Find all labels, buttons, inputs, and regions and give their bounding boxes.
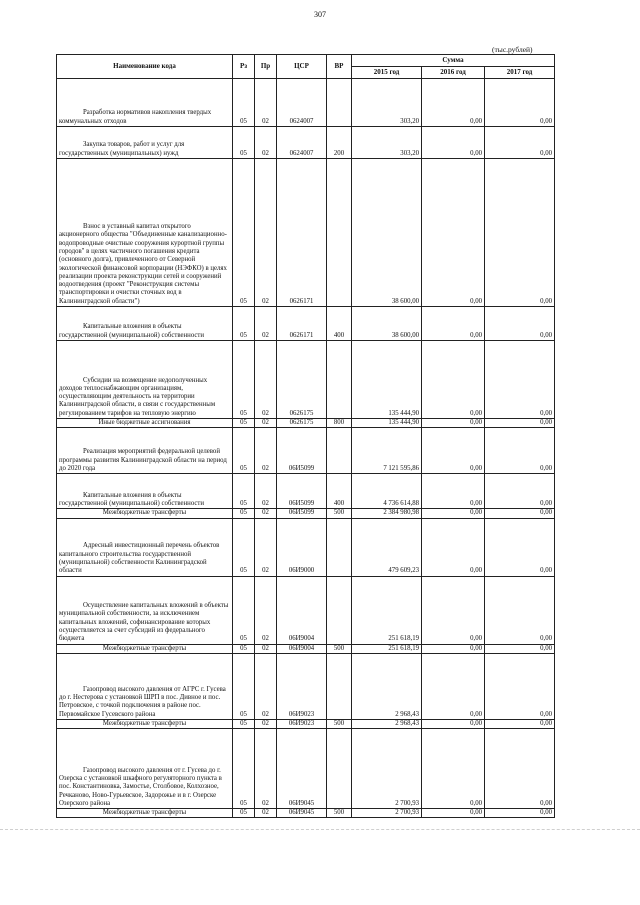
row-csr: 0624007	[277, 127, 327, 159]
row-2016: 0,00	[422, 576, 485, 644]
row-pr: 02	[255, 576, 277, 644]
row-2017: 0,00	[485, 809, 555, 818]
row-2015: 2 700,93	[352, 729, 422, 809]
row-2015: 303,20	[352, 127, 422, 159]
row-2017: 0,00	[485, 419, 555, 428]
row-vr	[327, 159, 352, 307]
row-2015: 2 968,43	[352, 653, 422, 719]
row-2016: 0,00	[422, 653, 485, 719]
row-name: Иные бюджетные ассигнования	[57, 419, 233, 428]
row-vr	[327, 518, 352, 576]
row-csr: 0624007	[277, 79, 327, 127]
row-pr: 02	[255, 307, 277, 341]
row-vr	[327, 653, 352, 719]
header-vr: ВР	[327, 55, 352, 79]
table-row	[57, 159, 555, 307]
row-vr: 500	[327, 509, 352, 518]
table-row	[57, 576, 555, 644]
table-row	[57, 79, 555, 127]
row-pr: 02	[255, 509, 277, 518]
row-name: Межбюджетные трансферты	[57, 644, 233, 653]
table-row	[57, 809, 555, 818]
row-2016: 0,00	[422, 159, 485, 307]
row-csr: 06И9045	[277, 809, 327, 818]
row-name: Взнос в уставный капитал открытого акционерного общества "Объединенные канализационно-водопроводные очистные сооружения курортной группы городов" в целях частичного погашения кредита (основного долга), привлеченного от Северной экологической финансовой корпорации (НЭФКО) в целях реализации проекта реконструкции сетей и сооружений водоотведения (проект "Реконструкция системы транспортировки и очистки сточных вод в Калининградской области")	[57, 159, 233, 307]
row-vr	[327, 428, 352, 474]
row-2017: 0,00	[485, 307, 555, 341]
row-rz: 05	[233, 644, 255, 653]
row-csr: 06И5099	[277, 509, 327, 518]
table-row	[57, 341, 555, 419]
row-csr: 0626175	[277, 419, 327, 428]
row-rz: 05	[233, 729, 255, 809]
row-name: Субсидии на возмещение недополученных доходов теплоснабжающим организациям, осуществляющим деятельность на территории Калининградской области, в связи с государственным регулированием тарифов на тепловую энергию	[57, 341, 233, 419]
row-vr	[327, 341, 352, 419]
row-vr: 500	[327, 719, 352, 728]
row-pr: 02	[255, 644, 277, 653]
row-name: Межбюджетные трансферты	[57, 509, 233, 518]
row-csr: 06И9004	[277, 576, 327, 644]
row-name: Разработка нормативов накопления твердых коммунальных отходов	[57, 79, 233, 127]
row-rz: 05	[233, 79, 255, 127]
row-2017: 0,00	[485, 428, 555, 474]
row-2016: 0,00	[422, 729, 485, 809]
page-number: 307	[314, 10, 326, 19]
row-pr: 02	[255, 809, 277, 818]
header-csr: ЦСР	[277, 55, 327, 79]
table-row	[57, 474, 555, 509]
row-2017: 0,00	[485, 719, 555, 728]
row-2015: 479 609,23	[352, 518, 422, 576]
row-name: Газопровод высокого давления от г. Гусева до г. Озерска с установкой шкафного регуляторного пункта в пос. Константиновка, Замостье, Столбовое, Колхозное, Речканово, Ново-Гурьевское, Задорожье и в г. Озерске Озерского района	[57, 729, 233, 809]
header-2016: 2016 год	[422, 67, 485, 79]
row-csr: 0626171	[277, 307, 327, 341]
row-name: Межбюджетные трансферты	[57, 719, 233, 728]
row-name: Капитальные вложения в объекты государственной (муниципальной) собственности	[57, 474, 233, 509]
row-pr: 02	[255, 127, 277, 159]
row-vr	[327, 576, 352, 644]
row-2017: 0,00	[485, 159, 555, 307]
table-row	[57, 653, 555, 719]
row-2017: 0,00	[485, 341, 555, 419]
row-vr: 400	[327, 474, 352, 509]
row-2016: 0,00	[422, 518, 485, 576]
row-csr: 06И9023	[277, 653, 327, 719]
row-pr: 02	[255, 653, 277, 719]
row-2015: 251 618,19	[352, 576, 422, 644]
row-pr: 02	[255, 341, 277, 419]
unit-note: (тыс.рублей)	[492, 45, 533, 54]
row-vr: 400	[327, 307, 352, 341]
row-rz: 05	[233, 809, 255, 818]
row-pr: 02	[255, 428, 277, 474]
row-2016: 0,00	[422, 719, 485, 728]
row-2015: 2 700,93	[352, 809, 422, 818]
table-row	[57, 729, 555, 809]
row-2016: 0,00	[422, 474, 485, 509]
row-name: Закупка товаров, работ и услуг для государственных (муниципальных) нужд	[57, 127, 233, 159]
row-name: Капитальные вложения в объекты государственной (муниципальной) собственности	[57, 307, 233, 341]
row-2017: 0,00	[485, 127, 555, 159]
row-pr: 02	[255, 474, 277, 509]
row-2015: 38 600,00	[352, 159, 422, 307]
row-rz: 05	[233, 474, 255, 509]
row-2015: 4 736 614,88	[352, 474, 422, 509]
row-pr: 02	[255, 159, 277, 307]
row-2016: 0,00	[422, 341, 485, 419]
row-2015: 38 600,00	[352, 307, 422, 341]
table-row	[57, 419, 555, 428]
row-csr: 06И9000	[277, 518, 327, 576]
row-2015: 251 618,19	[352, 644, 422, 653]
row-pr: 02	[255, 729, 277, 809]
row-csr: 06И9004	[277, 644, 327, 653]
table-row	[57, 307, 555, 341]
row-2017: 0,00	[485, 576, 555, 644]
row-rz: 05	[233, 127, 255, 159]
row-2017: 0,00	[485, 509, 555, 518]
row-vr: 200	[327, 127, 352, 159]
row-vr: 500	[327, 809, 352, 818]
row-2017: 0,00	[485, 644, 555, 653]
row-2015: 2 384 980,98	[352, 509, 422, 518]
row-csr: 06И5099	[277, 428, 327, 474]
table-row	[57, 428, 555, 474]
row-2017: 0,00	[485, 518, 555, 576]
row-2016: 0,00	[422, 644, 485, 653]
row-vr: 800	[327, 419, 352, 428]
header-pr: Пр	[255, 55, 277, 79]
row-2016: 0,00	[422, 79, 485, 127]
budget-table	[56, 54, 555, 818]
row-2016: 0,00	[422, 127, 485, 159]
row-2016: 0,00	[422, 509, 485, 518]
row-2016: 0,00	[422, 428, 485, 474]
table-row	[57, 518, 555, 576]
row-pr: 02	[255, 419, 277, 428]
row-2017: 0,00	[485, 79, 555, 127]
row-csr: 06И9045	[277, 729, 327, 809]
row-2015: 303,20	[352, 79, 422, 127]
row-2015: 135 444,90	[352, 341, 422, 419]
row-pr: 02	[255, 518, 277, 576]
table-row	[57, 127, 555, 159]
row-name: Адресный инвестиционный перечень объектов капитального строительства государственной (муниципальной) собственности Калининградской области	[57, 518, 233, 576]
row-vr	[327, 79, 352, 127]
row-csr: 0626171	[277, 159, 327, 307]
table-row	[57, 719, 555, 728]
row-2015: 7 121 595,86	[352, 428, 422, 474]
row-rz: 05	[233, 576, 255, 644]
row-rz: 05	[233, 159, 255, 307]
row-2017: 0,00	[485, 729, 555, 809]
row-rz: 05	[233, 518, 255, 576]
row-rz: 05	[233, 509, 255, 518]
row-2017: 0,00	[485, 474, 555, 509]
row-rz: 05	[233, 341, 255, 419]
row-2016: 0,00	[422, 419, 485, 428]
row-name: Газопровод высокого давления от АГРС г. Гусева до г. Нестерова с установкой ШРП в пос. Дивное и пос. Петровское, с точкой подключения в районе пос. Первомайское Гусевского района	[57, 653, 233, 719]
row-csr: 06И5099	[277, 474, 327, 509]
header-rz: Рз	[233, 55, 255, 79]
row-2015: 135 444,90	[352, 419, 422, 428]
row-2016: 0,00	[422, 809, 485, 818]
table-row	[57, 644, 555, 653]
row-vr: 500	[327, 644, 352, 653]
row-name: Реализация мероприятий федеральной целевой программы развития Калининградской области на период до 2020 года	[57, 428, 233, 474]
row-csr: 06И9023	[277, 719, 327, 728]
scan-artifact-line	[0, 829, 640, 831]
row-2015: 2 968,43	[352, 719, 422, 728]
row-name: Межбюджетные трансферты	[57, 809, 233, 818]
header-sum: Сумма	[352, 55, 555, 67]
table-row	[57, 509, 555, 518]
header-2017: 2017 год	[485, 67, 555, 79]
row-rz: 05	[233, 653, 255, 719]
row-2016: 0,00	[422, 307, 485, 341]
row-rz: 05	[233, 419, 255, 428]
row-rz: 05	[233, 719, 255, 728]
row-pr: 02	[255, 79, 277, 127]
row-vr	[327, 729, 352, 809]
header-2015: 2015 год	[352, 67, 422, 79]
row-csr: 0626175	[277, 341, 327, 419]
header-name: Наименование кода	[57, 55, 233, 79]
row-rz: 05	[233, 428, 255, 474]
row-pr: 02	[255, 719, 277, 728]
row-rz: 05	[233, 307, 255, 341]
row-2017: 0,00	[485, 653, 555, 719]
row-name: Осуществление капитальных вложений в объекты муниципальной собственности, за исключением капитальных вложений, софинансирование которых осуществляется за счет субсидий из федерального бюджета	[57, 576, 233, 644]
